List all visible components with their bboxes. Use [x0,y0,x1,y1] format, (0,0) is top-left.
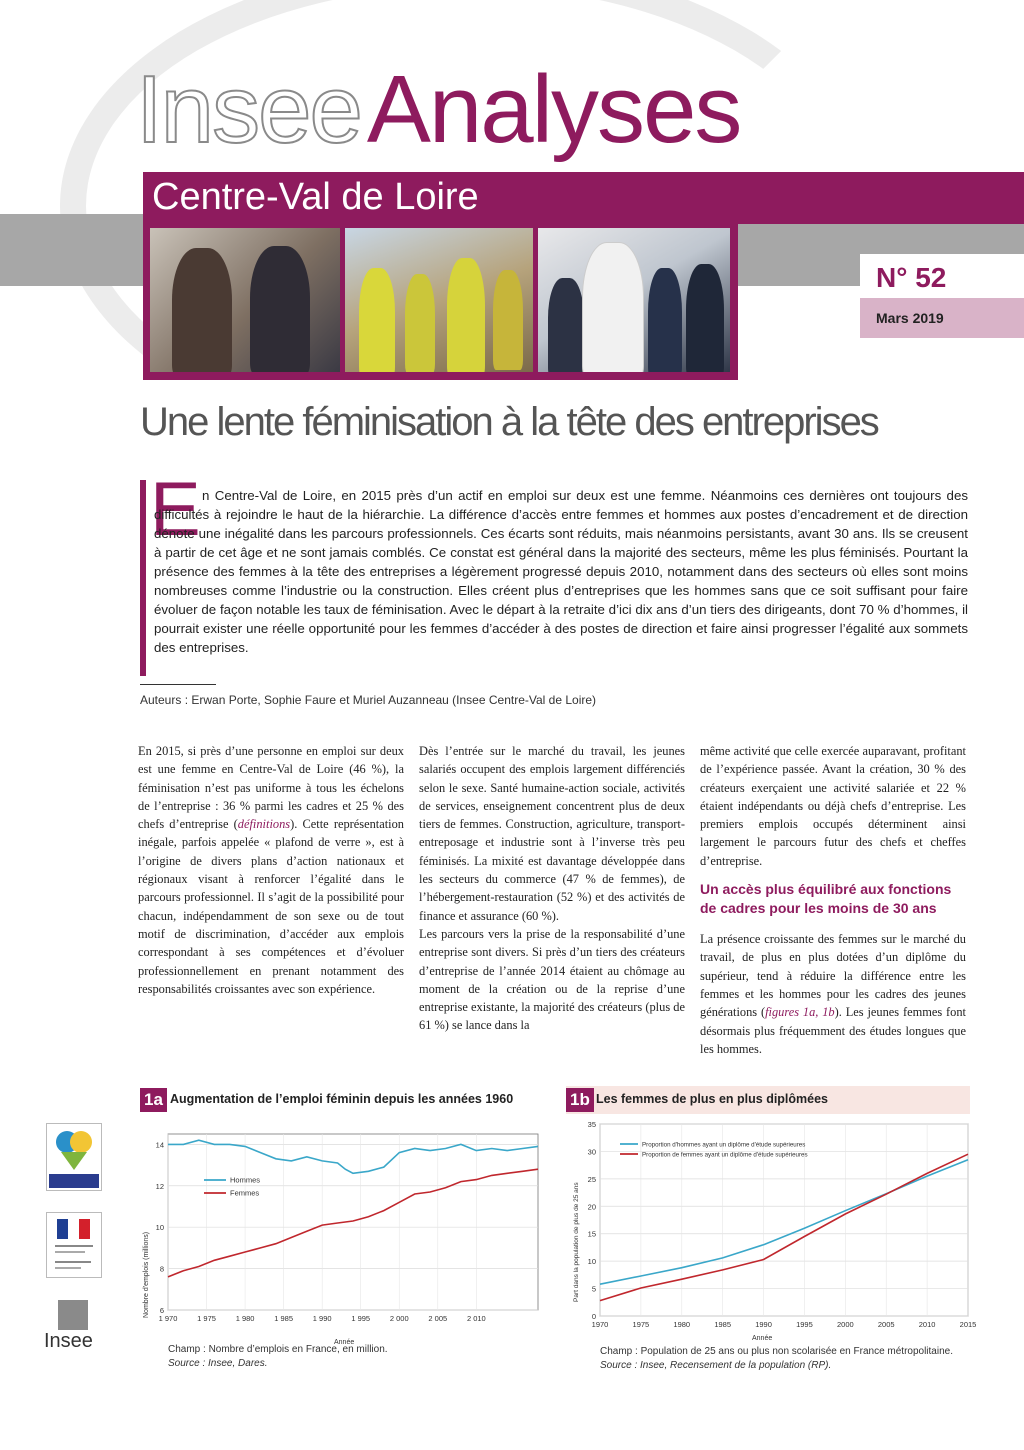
figure-1a-ylabel: Nombre d'emplois (millions) [143,1231,150,1318]
plot-area [168,1134,538,1310]
x-tick-label: 1975 [632,1320,650,1329]
x-tick-label: 1 975 [197,1314,216,1323]
republic-logo [46,1212,102,1278]
lead-accent-bar [140,480,146,676]
paragraph: même activité que celle exercée auparavant, profitant de l’expérience passée. Avant la création, 30 % des créateurs exerçaient une activité salariée et 22 % étaient indépendants ou déjà chefs d’entreprise. Les premiers emplois occupés déterminent ainsi largement le parcours futur des chefs et cheffes d’entreprise. [700,744,966,868]
y-tick-label: 5 [591,1284,596,1294]
definitions-link[interactable]: définitions [237,817,291,832]
x-tick-label: 1985 [714,1320,732,1329]
body-column-1 [138,742,404,998]
figure-1b-ylabel: Part dans la population de plus de 25 ans [573,1182,580,1302]
body-column-2 [419,742,685,1035]
y-tick-label: 10 [587,1257,596,1267]
region-logo [46,1123,102,1191]
photo-business-people [150,228,340,372]
figures-link[interactable]: figures 1a, 1b [765,1005,835,1020]
x-tick-label: 1 995 [351,1314,371,1323]
y-tick-label: 6 [159,1306,164,1315]
x-tick-label: 1 985 [274,1314,294,1323]
authors-rule [140,684,216,685]
legend-label: Proportion d'hommes ayant un diplôme d'étude supérieures [642,1141,806,1149]
brand-word-analyses: Analyses [366,56,741,163]
issue-number: N° 52 [876,262,947,293]
y-tick-label: 0 [591,1312,596,1321]
lead-paragraph: n Centre-Val de Loire, en 2015 près d’un actif en emploi sur deux est une femme. Néanmoins ces dernières ont toujours des difficultés à rejoindre le haut de la hiérarchie. La différence d’accès entre femmes et hommes aux postes d’encadrement et de direction dénote une inégalité dans les parcours professionnels. Ces écarts sont réduits, mais néanmoins persistants, avant 30 ans. Ils se creusent à partir de cet âge et ne sont jamais comblés. Ce constat est général dans la majorité des secteurs, même les plus féminisés. Pourtant la présence des femmes à la tête des entreprises a légèrement progressé depuis 2010, notamment dans des secteurs où elles sont moins nombreuses comme l’industrie ou la construction. Elles créent plus d’entreprises que les hommes sans que ce soit suffisant pour faire évoluer de façon notable les taux de féminisation. Avec le départ à la retraite d’ici dix ans d’un tiers des dirigeants, dont 70 % d’hommes, il pourrait exister une réelle opportunité pour les femmes d’accéder à des postes de direction et faire ainsi progresser l’égalité aux sommets des entreprises. [154,488,968,655]
legend-label: Hommes [230,1175,261,1185]
y-tick-label: 8 [159,1264,164,1274]
text-run: ). Les jeunes femmes font désormais plus fréquemment des études longues que les hommes. [700,1005,966,1056]
y-tick-label: 10 [155,1223,164,1233]
x-tick-label: 1 990 [312,1314,332,1323]
authors-line: Auteurs : Erwan Porte, Sophie Faure et Muriel Auzanneau (Insee Centre-Val de Loire) [140,693,597,707]
x-tick-label: 2 010 [466,1314,486,1323]
y-tick-label: 35 [587,1120,596,1129]
text-run: ). Cette représentation inégale, parfois appelée « plafond de verre », est à l’origine de divers plans d’action nationaux et régionaux visant à renforcer l’égalité dans le parcours professionnel. Il s’agit de la possibilité pour chacun, indépendamment de son sexe ou de tout motif de discrimination, d’accéder aux emplois correspondant à ses compétences et d’évoluer professionnellement en prenant notamment des responsabilités croissantes avec son expérience. [138,817,404,996]
section-heading: Un accès plus équilibré aux fonctions de cadres pour les moins de 30 ans [700,881,952,917]
legend-label: Proportion de femmes ayant un diplôme d'étude supérieures [642,1151,808,1159]
insee-logo-mark [58,1300,88,1330]
figure-1a-header [140,1086,540,1114]
x-tick-label: 1980 [673,1320,691,1329]
figure-1b-champ: Champ : Population de 25 ans ou plus non scolarisée en France métropolitaine. [600,1346,953,1357]
issue-date: Mars 2019 [876,310,944,326]
x-tick-label: 1990 [755,1320,772,1329]
figure-1b-source: Source : Insee, Recensement de la population (RP). [600,1360,832,1371]
y-tick-label: 12 [155,1181,164,1191]
lead-dropcap: E [150,467,201,552]
article-title: Une lente féminisation à la tête des entreprises [140,400,878,444]
body-column-3 [700,742,966,1058]
legend-label: Femmes [230,1188,260,1198]
figure-1a-tag: 1a [140,1088,167,1112]
brand-logo [136,56,741,163]
figure-1a-title: Augmentation de l’emploi féminin depuis les années 1960 [170,1092,514,1106]
photo-business-team [538,228,730,372]
x-tick-label: 2010 [918,1320,936,1329]
insee-logo [44,1300,102,1368]
figure-1b-tag: 1b [566,1088,594,1112]
figure-1a-chart [136,1118,546,1350]
x-tick-label: 2 005 [428,1314,448,1323]
y-tick-label: 14 [155,1140,164,1150]
figure-1b-xlabel: Année [752,1335,773,1342]
figure-1a-xlabel: Année [334,1339,355,1346]
paragraph [138,742,404,998]
figure-1a-source: Source : Insee, Dares. [168,1358,268,1369]
y-tick-label: 30 [587,1147,596,1157]
insee-logo-word: Insee [44,1330,93,1352]
x-tick-label: 2000 [836,1320,854,1329]
photo-construction-workers [345,228,533,372]
x-tick-label: 1 980 [235,1314,255,1323]
x-tick-label: 2015 [959,1320,977,1329]
x-tick-label: 1 970 [158,1314,178,1323]
figure-1b-chart [562,1116,982,1342]
paragraph [700,930,966,1058]
region-name: Centre-Val de Loire [152,176,479,218]
x-tick-label: 2005 [877,1320,895,1329]
x-tick-label: 1995 [796,1320,813,1329]
paragraph: Les parcours vers la prise de la responsabilité d’une entreprise sont divers. Si près d’un tiers des créateurs d’entreprise de l’année 2014 étaient au chômage au moment de la création ou de la reprise d’une entreprise existante, la majorité des créateurs (plus de 61 %) se lance dans la [419,926,685,1033]
brand-word-insee: Insee [136,56,361,163]
text-run: En 2015, si près d’une personne en emploi sur deux est une femme en Centre-Val de Loire (46 %), la féminisation n’est pas uniforme à tous les échelons de l’entreprise : 36 % parmi les cadres et 25 % des chefs d’entreprise ( [138,744,404,832]
y-tick-label: 25 [587,1174,596,1184]
y-tick-label: 20 [587,1202,596,1212]
figure-1b-header [566,1086,970,1114]
y-tick-label: 15 [587,1229,596,1239]
figure-1b-title: Les femmes de plus en plus diplômées [596,1092,829,1106]
text-run: La présence croissante des femmes sur le marché du travail, de plus en plus dotées d’un diplôme du supérieur, tend à réduire la différence entre les femmes et les hommes pour les cadres des jeunes générations ( [700,932,966,1020]
paragraph: Dès l’entrée sur le marché du travail, les jeunes salariés occupent des emplois largement différenciés selon le sexe. Santé humaine-action sociale, activités de services, enseignement concentrent plus de deux tiers de femmes. Construction, agriculture, transport-entreposage et industrie sont à l’inverse très peu féminisés. La mixité est davantage développée dans les secteurs du commerce (47 % de femmes), de l’hébergement-restauration (52 %) et des activités de finance et assurance (60 %). [419,744,685,923]
x-tick-label: 1970 [591,1320,609,1329]
figure-1a-champ: Champ : Nombre d’emplois en France, en million. [168,1344,388,1355]
x-tick-label: 2 000 [389,1314,409,1323]
